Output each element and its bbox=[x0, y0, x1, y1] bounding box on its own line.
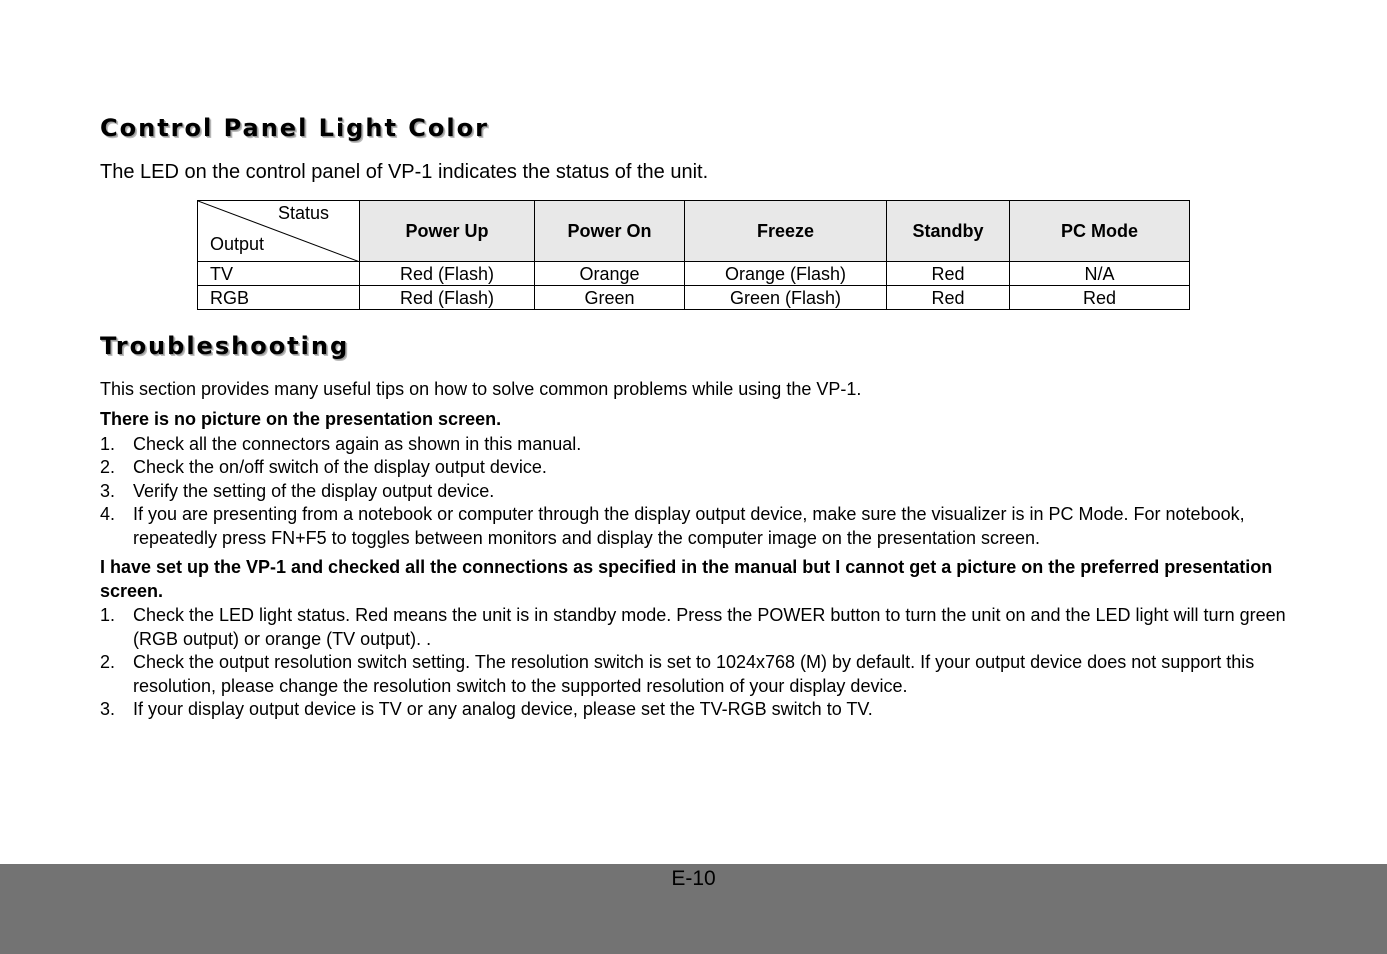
step-number: 3. bbox=[100, 480, 116, 501]
table-cell: Red bbox=[887, 286, 1010, 310]
table-cell: Red (Flash) bbox=[360, 262, 535, 286]
list-item bbox=[100, 456, 1300, 480]
step-text: If your display output device is TV or any analog device, please set the TV-RGB switch to TV. bbox=[133, 699, 873, 719]
problem-no-picture bbox=[100, 408, 1300, 550]
table-cell: Red bbox=[887, 262, 1010, 286]
page-number: E-10 bbox=[671, 867, 716, 890]
table-cell: Green (Flash) bbox=[685, 286, 887, 310]
row-header-rgb: RGB bbox=[198, 286, 360, 310]
step-text: Check the LED light status. Red means the unit is in standby mode. Press the POWER button to turn the unit on and the LED light will turn green (RGB output) or orange (TV output). . bbox=[133, 605, 1286, 649]
step-number: 3. bbox=[100, 699, 116, 719]
list-item bbox=[100, 503, 1300, 550]
step-text: Check the output resolution switch setting. The resolution switch is set to 1024x768 (M) by default. If your output device does not support this resolution, please change the resolution switch to the supported resolution of your display device. bbox=[133, 652, 1255, 696]
table-cell: N/A bbox=[1010, 262, 1190, 286]
solution-steps-list bbox=[100, 604, 1300, 722]
problem-setup-checked-no-picture bbox=[100, 556, 1300, 722]
column-header-freeze: Freeze bbox=[685, 201, 887, 262]
step-number: 2. bbox=[100, 652, 116, 672]
problem-question: I have set up the VP-1 and checked all the connections as specified in the manual but I cannot get a picture on the preferred presentation screen. bbox=[100, 557, 1273, 601]
list-item bbox=[100, 651, 1300, 698]
step-number: 2. bbox=[100, 457, 116, 477]
table-cell: Green bbox=[535, 286, 685, 310]
table-cell: Orange bbox=[535, 262, 685, 286]
problem-question: There is no picture on the presentation screen. bbox=[100, 409, 502, 429]
page-footer bbox=[0, 864, 1387, 954]
list-item bbox=[100, 604, 1300, 651]
status-output-corner-cell bbox=[198, 201, 360, 262]
list-item bbox=[100, 433, 1300, 457]
led-status-table bbox=[197, 200, 1190, 310]
step-number: 1. bbox=[100, 433, 116, 454]
table-cell: Orange (Flash) bbox=[685, 262, 887, 286]
step-number: 1. bbox=[100, 605, 116, 625]
control-panel-intro: The LED on the control panel of VP-1 indicates the status of the unit. bbox=[100, 161, 709, 183]
list-item bbox=[100, 480, 1300, 504]
table-row bbox=[198, 286, 1190, 310]
troubleshooting-intro: This section provides many useful tips on how to solve common problems while using the VP-1. bbox=[100, 379, 862, 399]
step-text: Check all the connectors again as shown in this manual. bbox=[133, 433, 582, 454]
list-item bbox=[100, 698, 1300, 722]
corner-status-label: Status bbox=[277, 203, 329, 223]
solution-steps-list bbox=[100, 433, 1300, 551]
table-cell: Red bbox=[1010, 286, 1190, 310]
step-text: Check the on/off switch of the display output device. bbox=[133, 457, 547, 477]
step-number: 4. bbox=[100, 504, 116, 524]
column-header-power-up: Power Up bbox=[360, 201, 535, 262]
step-text: Verify the setting of the display output device. bbox=[133, 480, 495, 501]
row-header-tv: TV bbox=[198, 262, 360, 286]
control-panel-light-color-heading: Control Panel Light Color bbox=[100, 114, 489, 142]
troubleshooting-heading: Troubleshooting bbox=[100, 332, 350, 360]
table-cell: Red (Flash) bbox=[360, 286, 535, 310]
column-header-pc-mode: PC Mode bbox=[1010, 201, 1190, 262]
step-text: If you are presenting from a notebook or computer through the display output device, make sure the visualizer is in PC Mode. For notebook, repeatedly press FN+F5 to toggles between monitors and display the computer image on the presentation screen. bbox=[133, 504, 1245, 548]
column-header-standby: Standby bbox=[887, 201, 1010, 262]
corner-output-label: Output bbox=[210, 234, 265, 254]
column-header-power-on: Power On bbox=[535, 201, 685, 262]
table-header-row bbox=[198, 201, 1190, 262]
table-row bbox=[198, 262, 1190, 286]
